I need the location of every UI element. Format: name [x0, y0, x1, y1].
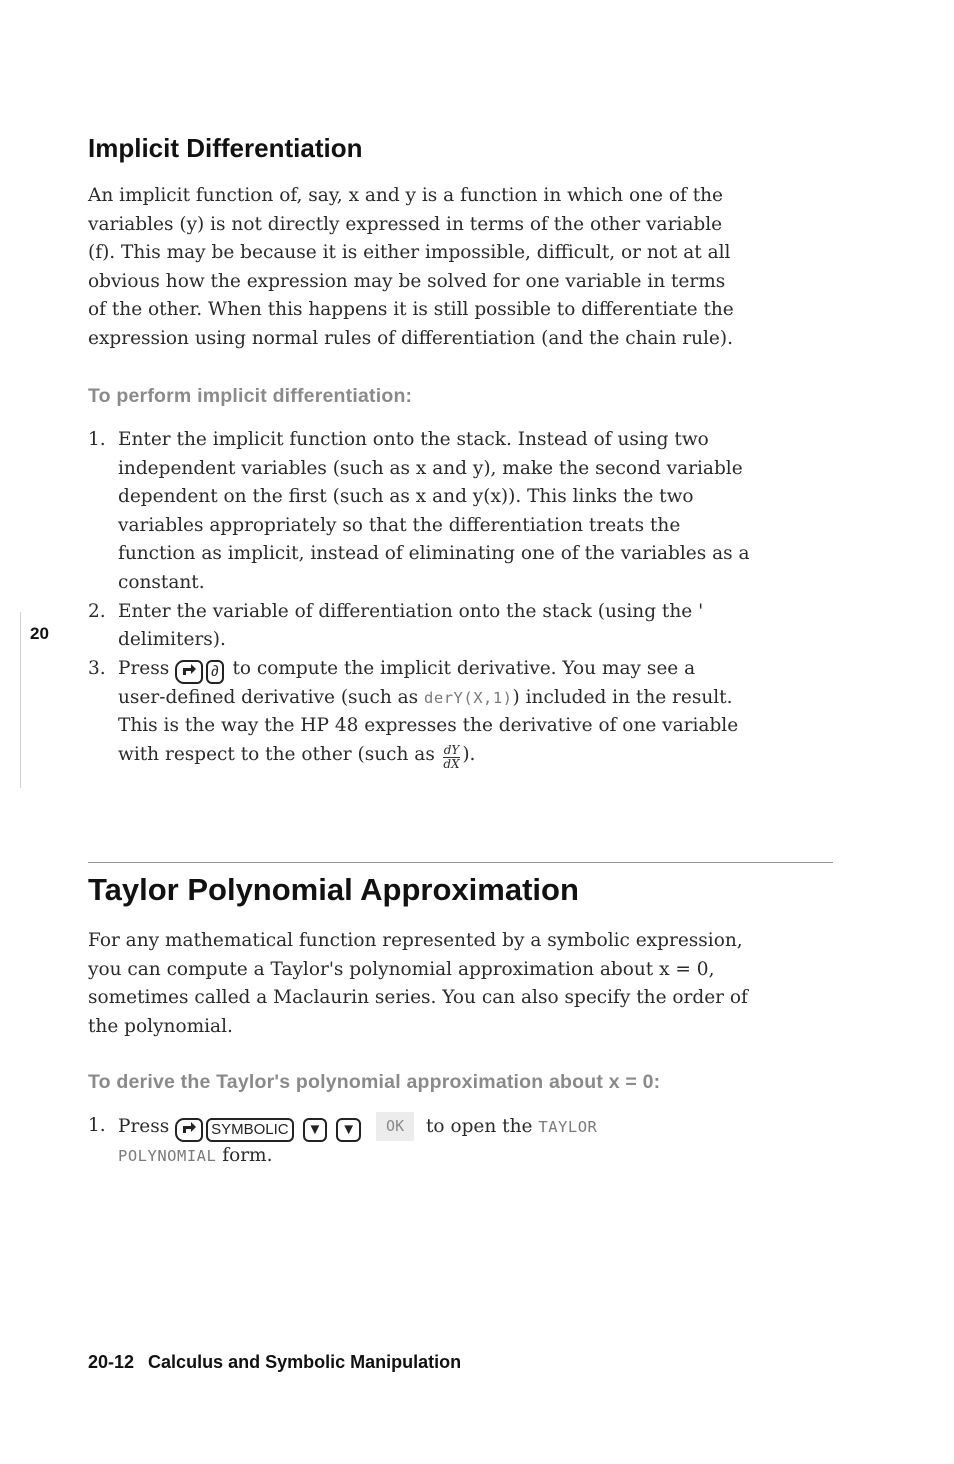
section-heading: Taylor Polynomial Approximation [88, 872, 579, 907]
step-text: ) included in the result. [512, 686, 733, 708]
chapter-tab-line [20, 612, 21, 788]
chapter-tab-number: 20 [30, 624, 49, 643]
shift-right-key [175, 660, 203, 684]
step-number: 1. [88, 429, 106, 450]
paragraph-line: For any mathematical function represented by a symbolic expression, [88, 930, 743, 951]
list-item [88, 1112, 848, 1171]
step-number: 1. [88, 1115, 106, 1136]
step-line: This is the way the HP 48 expresses the derivative of one variable [118, 715, 739, 737]
procedure-title: To derive the Taylor's polynomial approximation about x = 0: [88, 1071, 661, 1093]
step-line: delimiters). [118, 629, 226, 651]
form-name: TAYLOR [538, 1118, 598, 1136]
step-line [118, 684, 848, 713]
paragraph-line: of the other. When this happens it is still possible to differentiate the [88, 299, 734, 321]
down-arrow-key: ▼ [303, 1118, 328, 1142]
step-line: dependent on the first (such as x and y(x)). This links the two [118, 486, 694, 508]
paragraph-line: sometimes called a Maclaurin series. You can also specify the order of [88, 987, 748, 1009]
step-line [118, 1112, 848, 1142]
intro-paragraph [88, 927, 848, 1041]
step-line: variables appropriately so that the differentiation treats the [118, 514, 681, 536]
step-line [118, 655, 848, 684]
paragraph-line: (f). This may be because it is either impossible, difficult, or not at all [88, 242, 731, 264]
derivative-key: ∂ [206, 660, 223, 684]
step-line [118, 741, 848, 771]
step-number: 2. [88, 600, 106, 622]
symbolic-key: SYMBOLIC [206, 1118, 294, 1142]
step-line: Enter the implicit function onto the stack. Instead of using two [118, 429, 709, 450]
ok-softkey: OK [376, 1112, 414, 1141]
press-text: Press [118, 657, 170, 679]
shift-right-icon [181, 662, 197, 676]
list-item [88, 426, 848, 598]
step-line: constant. [118, 571, 205, 593]
chapter-title: Calculus and Symbolic Manipulation [148, 1352, 462, 1372]
step-text: user-defined derivative (such as [118, 686, 425, 708]
paragraph-line: the polynomial. [88, 1015, 233, 1037]
step-text: to open the [426, 1116, 533, 1137]
step-line: independent variables (such as x and y), make the second variable [118, 457, 743, 479]
shift-right-key [175, 1118, 203, 1142]
steps-list [88, 426, 848, 771]
paragraph-line: variables (y) is not directly expressed in terms of the other variable [88, 213, 723, 235]
step-line [118, 1142, 848, 1171]
derivative-fraction [443, 744, 461, 771]
list-item [88, 598, 848, 655]
fraction-numerator: dY [443, 742, 460, 757]
down-arrow-key: ▼ [336, 1118, 361, 1142]
press-text: Press [118, 1116, 170, 1137]
paragraph-line: An implicit function of, say, x and y is a function in which one of the [88, 185, 723, 206]
fraction-denominator: dX [443, 756, 460, 771]
section-heading: Implicit Differentiation [88, 133, 363, 163]
step-text: to compute the implicit derivative. You may see a [232, 657, 696, 679]
list-item [88, 655, 848, 771]
step-text: form. [222, 1145, 273, 1166]
intro-paragraph [88, 182, 848, 354]
paragraph-line: you can compute a Taylor's polynomial approximation about x = 0, [88, 958, 715, 980]
step-number: 3. [88, 657, 106, 679]
code-text: derY(X,1) [424, 688, 513, 707]
page-footer [88, 1352, 461, 1373]
page-number: 20-12 [88, 1352, 135, 1372]
procedure-title: To perform implicit differentiation: [88, 385, 413, 407]
paragraph-line: expression using normal rules of differentiation (and the chain rule). [88, 327, 733, 349]
step-line: function as implicit, instead of eliminating one of the variables as a [118, 543, 750, 565]
step-text: ). [462, 743, 476, 765]
steps-list [88, 1112, 848, 1171]
section-divider [88, 862, 833, 863]
form-name: POLYNOMIAL [118, 1147, 217, 1165]
paragraph-line: obvious how the expression may be solved for one variable in terms [88, 270, 726, 292]
step-line: Enter the variable of differentiation onto the stack (using the ' [118, 600, 704, 622]
shift-right-icon [181, 1120, 197, 1134]
step-text: with respect to the other (such as [118, 743, 441, 765]
